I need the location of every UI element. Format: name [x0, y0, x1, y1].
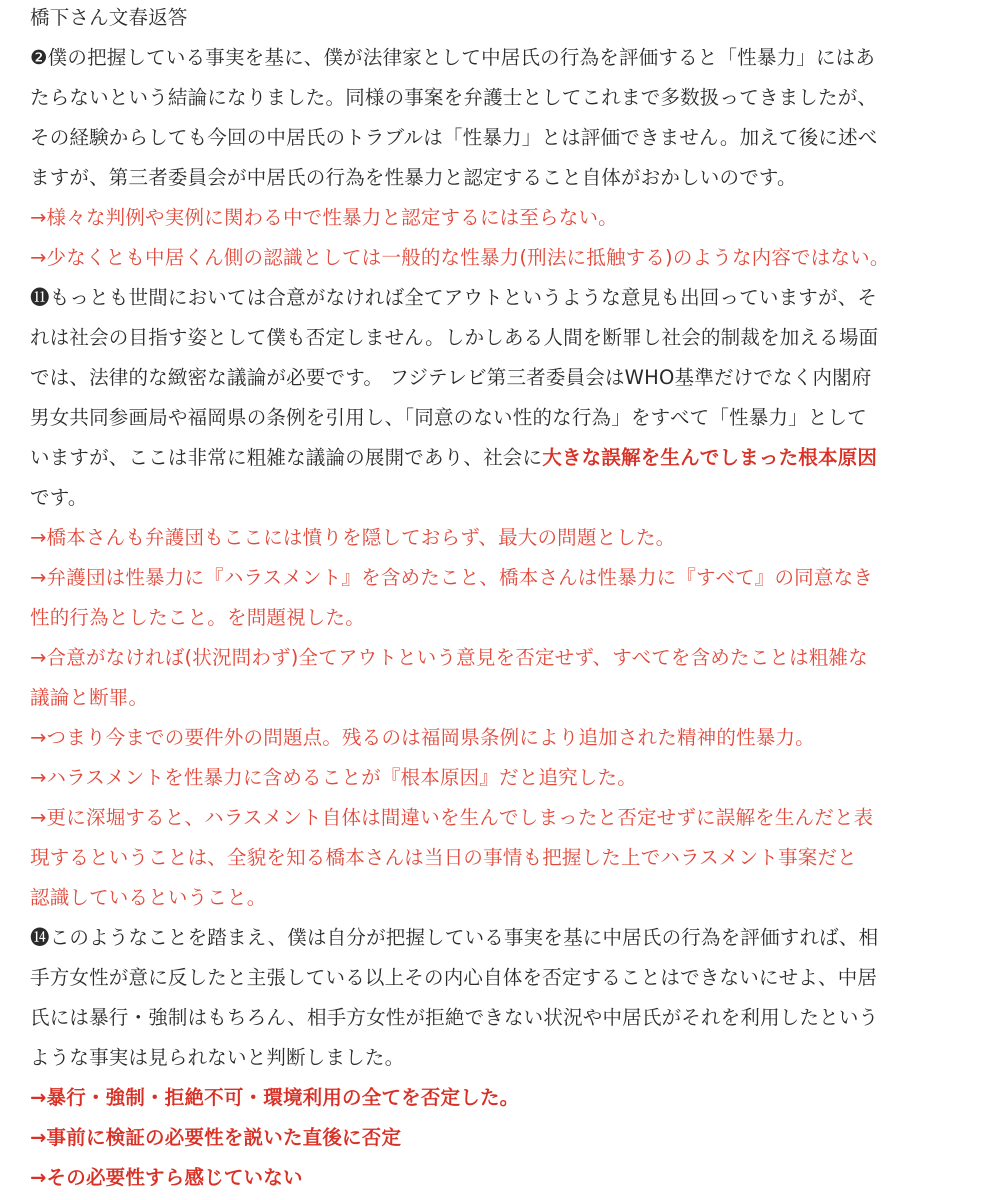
paragraph-2-line-1: ❷僕の把握している事実を基に、僕が法律家として中居氏の行為を評価すると「性暴力」にはあ [30, 46, 876, 69]
annotation-line: →つまり今までの要件外の問題点。残るのは福岡県条例により追加された精神的性暴力。 [30, 726, 815, 749]
paragraph-2-line-4: ますが、第三者委員会が中居氏の行為を性暴力と認定すること自体がおかしいのです。 [30, 166, 797, 189]
paragraph-11-line-2: れは社会の目指す姿として僕も否定しません。しかしある人間を断罪し社会的制裁を加える場面 [30, 326, 879, 349]
annotation-line: 現するということは、全貌を知る橋本さんは当日の事情も把握した上でハラスメント事案だと [30, 846, 857, 869]
annotation-line: 性的行為としたこと。を問題視した。 [30, 606, 365, 629]
highlighted-phrase: 大きな誤解を生んでしまった根本原因 [542, 446, 878, 469]
paragraph-11-line-6: です。 [30, 486, 88, 509]
annotation-line: →様々な判例や実例に関わる中で性暴力と認定するには至らない。 [30, 206, 618, 229]
paragraph-11-line-3: では、法律的な緻密な議論が必要です。 フジテレビ第三者委員会はWHO基準だけでなく内閣府 [30, 366, 872, 389]
paragraph-14-line-1: ⓮このようなことを踏まえ、僕は自分が把握している事実を基に中居氏の行為を評価すれば、相 [30, 926, 879, 949]
annotation-line: →合意がなければ(状況問わず)全てアウトという意見を否定せず、すべてを含めたことは粗雑な [30, 646, 868, 669]
annotation-line: 議論と断罪。 [30, 686, 149, 709]
paragraph-11-line-1: ⓫もっとも世間においては合意がなければ全てアウトというような意見も出回っていますが、そ [30, 286, 878, 309]
annotation-bold-line: →暴行・強制・拒絶不可・環境利用の全てを否定した。 [30, 1086, 520, 1109]
annotation-bold-line: →その必要性すら感じていない [30, 1166, 303, 1189]
paragraph-2-line-2: たらないという結論になりました。同様の事案を弁護士としてこれまで多数扱ってきましたが、 [30, 86, 878, 109]
annotation-line: →橋本さんも弁護団もここには憤りを隠しておらず、最大の問題とした。 [30, 526, 676, 549]
paragraph-11-line-4: 男女共同参画局や福岡県の条例を引用し、「同意のない性的な行為」をすべて「性暴力」として [30, 406, 867, 429]
annotation-line: →ハラスメントを性暴力に含めることが『根本原因』だと追究した。 [30, 766, 637, 789]
annotation-bold-line: →事前に検証の必要性を説いた直後に否定 [30, 1126, 402, 1149]
document-title: 橋下さん文春返答 [30, 6, 188, 29]
paragraph-14-line-2: 手方女性が意に反したと主張している以上その内心自体を否定することはできないにせよ、中居 [30, 966, 878, 989]
paragraph-14-line-3: 氏には暴行・強制はもちろん、相手方女性が拒絶できない状況や中居氏がそれを利用したという [30, 1006, 879, 1029]
paragraph-2-line-3: その経験からしても今回の中居氏のトラブルは「性暴力」とは評価できません。加えて後に述べ [30, 126, 878, 149]
annotation-line: →更に深堀すると、ハラスメント自体は間違いを生んでしまったと否定せずに誤解を生んだと表 [30, 806, 874, 829]
annotation-line: →弁護団は性暴力に『ハラスメント』を含めたこと、橋本さんは性暴力に『すべて』の同意なき [30, 566, 873, 589]
annotation-line: →少なくとも中居くん側の認識としては一般的な性暴力(刑法に抵触する)のような内容ではない。 [30, 246, 890, 269]
paragraph-11-line-5 [30, 444, 982, 472]
paragraph-11-line-5-text: いますが、ここは非常に粗雑な議論の展開であり、社会に [30, 446, 543, 469]
annotation-line: 認識しているということ。 [30, 886, 267, 909]
paragraph-14-line-4: ような事実は見られないと判断しました。 [30, 1046, 405, 1069]
